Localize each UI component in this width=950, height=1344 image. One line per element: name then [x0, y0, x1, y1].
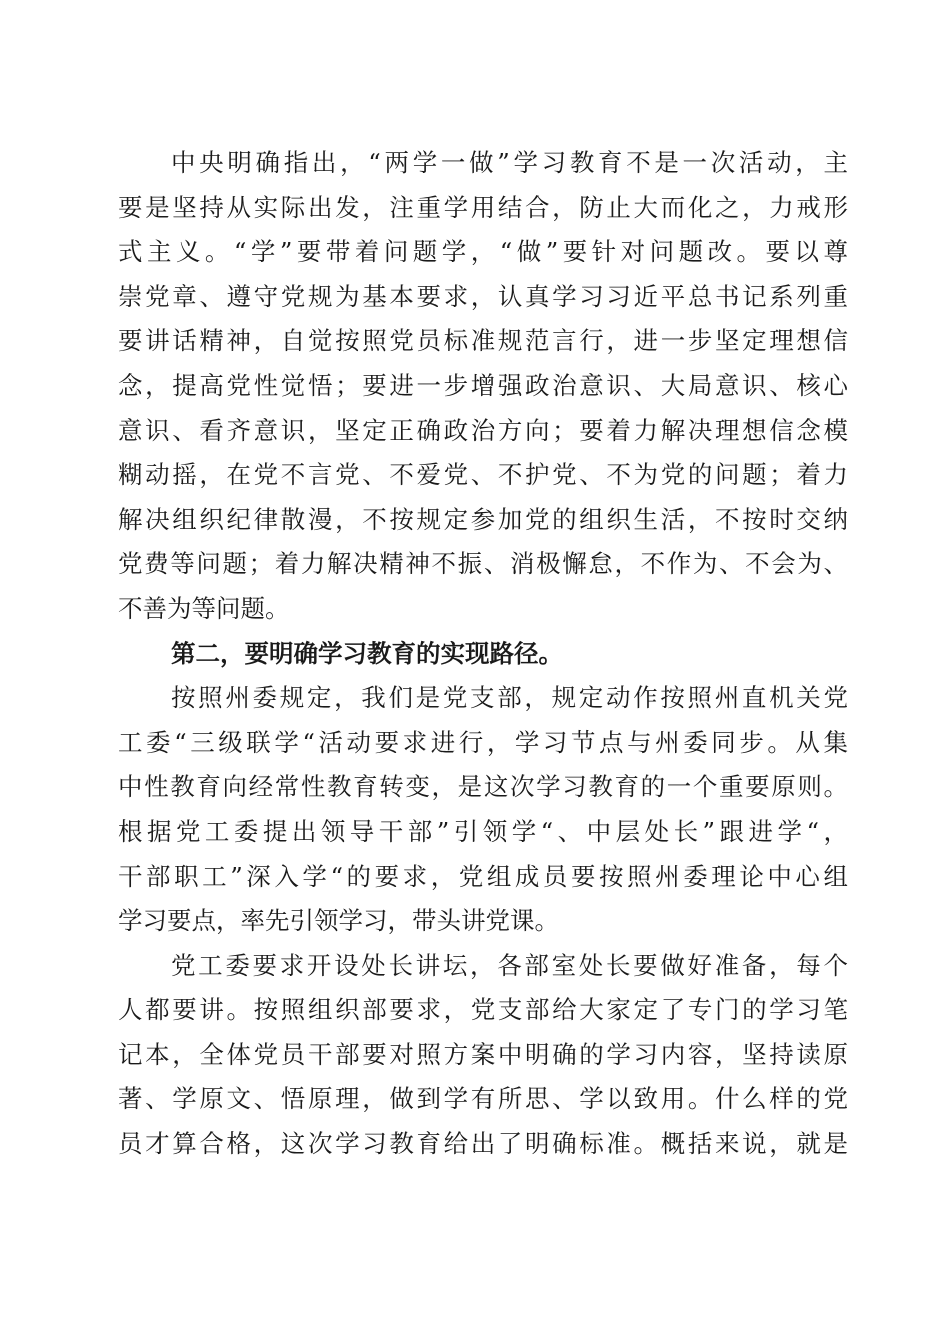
- text-line: 式主义。“学”要带着问题学，“做”要针对问题改。要以尊: [118, 237, 848, 267]
- text-line: 人都要讲。按照组织部要求，党支部给大家定了专门的学习笔: [118, 995, 848, 1025]
- text-line: 中性教育向经常性教育转变，是这次学习教育的一个重要原则。: [118, 772, 848, 802]
- document-body: [118, 141, 848, 1167]
- text-line: 员才算合格，这次学习教育给出了明确标准。概括来说，就是: [118, 1129, 848, 1159]
- text-line: 念，提高党性觉悟；要进一步增强政治意识、大局意识、核心: [118, 370, 848, 400]
- text-line: 根据党工委提出领导干部”引领学“、中层处长”跟进学“，: [118, 816, 848, 846]
- text-line: 记本，全体党员干部要对照方案中明确的学习内容，坚持读原: [118, 1039, 848, 1069]
- text-line: 党工委要求开设处长讲坛，各部室处长要做好准备，每个: [171, 950, 848, 980]
- text-line: 解决组织纪律散漫，不按规定参加党的组织生活，不按时交纳: [118, 504, 848, 534]
- text-line: 著、学原文、悟原理，做到学有所思、学以致用。什么样的党: [118, 1084, 848, 1114]
- text-line: 按照州委规定，我们是党支部，规定动作按照州直机关党: [171, 683, 848, 713]
- text-line: 党费等问题；着力解决精神不振、消极懈怠，不作为、不会为、: [118, 549, 848, 579]
- text-line: 不善为等问题。: [118, 593, 290, 623]
- text-line: 崇党章、遵守党规为基本要求，认真学习习近平总书记系列重: [118, 281, 848, 311]
- text-line: 要是坚持从实际出发，注重学用结合，防止大而化之，力戒形: [118, 192, 848, 222]
- text-line: 意识、看齐意识，坚定正确政治方向；要着力解决理想信念模: [118, 415, 848, 445]
- text-line: 学习要点，率先引领学习，带头讲党课。: [118, 906, 559, 936]
- text-line: 中央明确指出，“两学一做”学习教育不是一次活动，主: [171, 148, 848, 177]
- text-line: 糊动摇，在党不言党、不爱党、不护党、不为党的问题；着力: [118, 460, 848, 490]
- section-heading: 第二，要明确学习教育的实现路径。: [171, 638, 563, 668]
- text-line: 工委“三级联学“活动要求进行，学习节点与州委同步。从集: [118, 727, 848, 757]
- text-line: 要讲话精神，自觉按照党员标准规范言行，进一步坚定理想信: [118, 326, 848, 356]
- text-line: 干部职工”深入学“的要求，党组成员要按照州委理论中心组: [118, 861, 848, 891]
